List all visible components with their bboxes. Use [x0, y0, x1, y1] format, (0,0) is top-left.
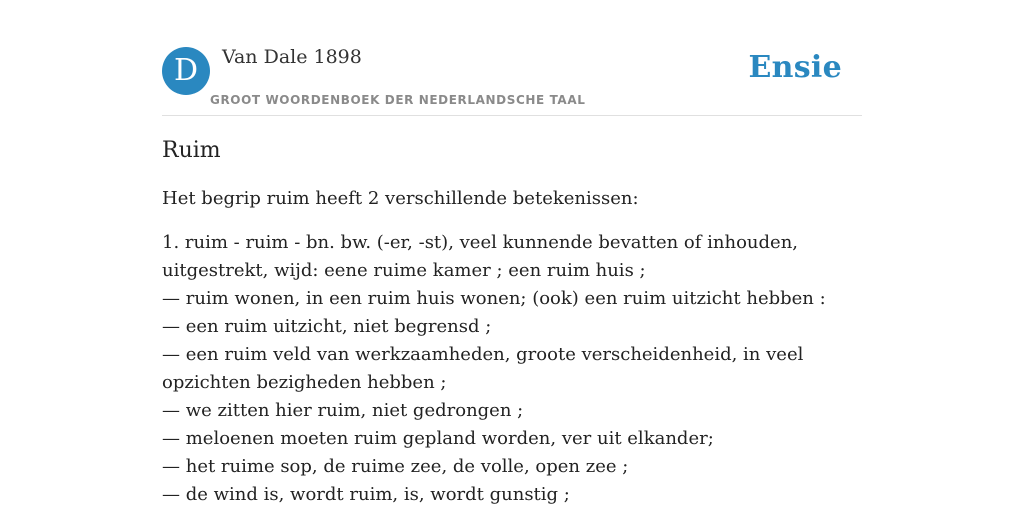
source-subtitle: GROOT WOORDENBOEK DER NEDERLANDSCHE TAAL	[210, 93, 586, 107]
definition-line: — de wind is, wordt ruim, is, wordt gunstig ;	[162, 484, 570, 505]
source-logo[interactable]: D	[162, 47, 210, 95]
definition-line: — ruim wonen, in een ruim huis wonen; (ook) een ruim uitzicht hebben :	[162, 288, 826, 309]
source-title[interactable]: Van Dale 1898	[222, 46, 362, 68]
entry-title: Ruim	[162, 138, 221, 163]
header-divider	[162, 115, 862, 116]
definition-line: — meloenen moeten ruim gepland worden, ver uit elkander;	[162, 428, 714, 449]
definition-line: — we zitten hier ruim, niet gedrongen ;	[162, 400, 524, 421]
definition-line: 1. ruim - ruim - bn. bw. (-er, -st), veel kunnende bevatten of inhouden, uitgestrekt, wijd: eene ruime kamer ; een ruim huis ;	[162, 232, 799, 281]
definition-line: — een ruim uitzicht, niet begrensd ;	[162, 316, 492, 337]
entry-content	[162, 138, 862, 509]
source-header	[162, 44, 862, 116]
definition-line: — het ruime sop, de ruime zee, de volle, open zee ;	[162, 456, 629, 477]
entry-definition	[162, 229, 862, 509]
ensie-logo[interactable]: Ensie	[748, 50, 842, 85]
entry-intro: Het begrip ruim heeft 2 verschillende betekenissen:	[162, 188, 639, 209]
definition-line: — een ruim veld van werkzaamheden, groote verscheidenheid, in veel opzichten bezigheden hebben ;	[162, 344, 804, 393]
